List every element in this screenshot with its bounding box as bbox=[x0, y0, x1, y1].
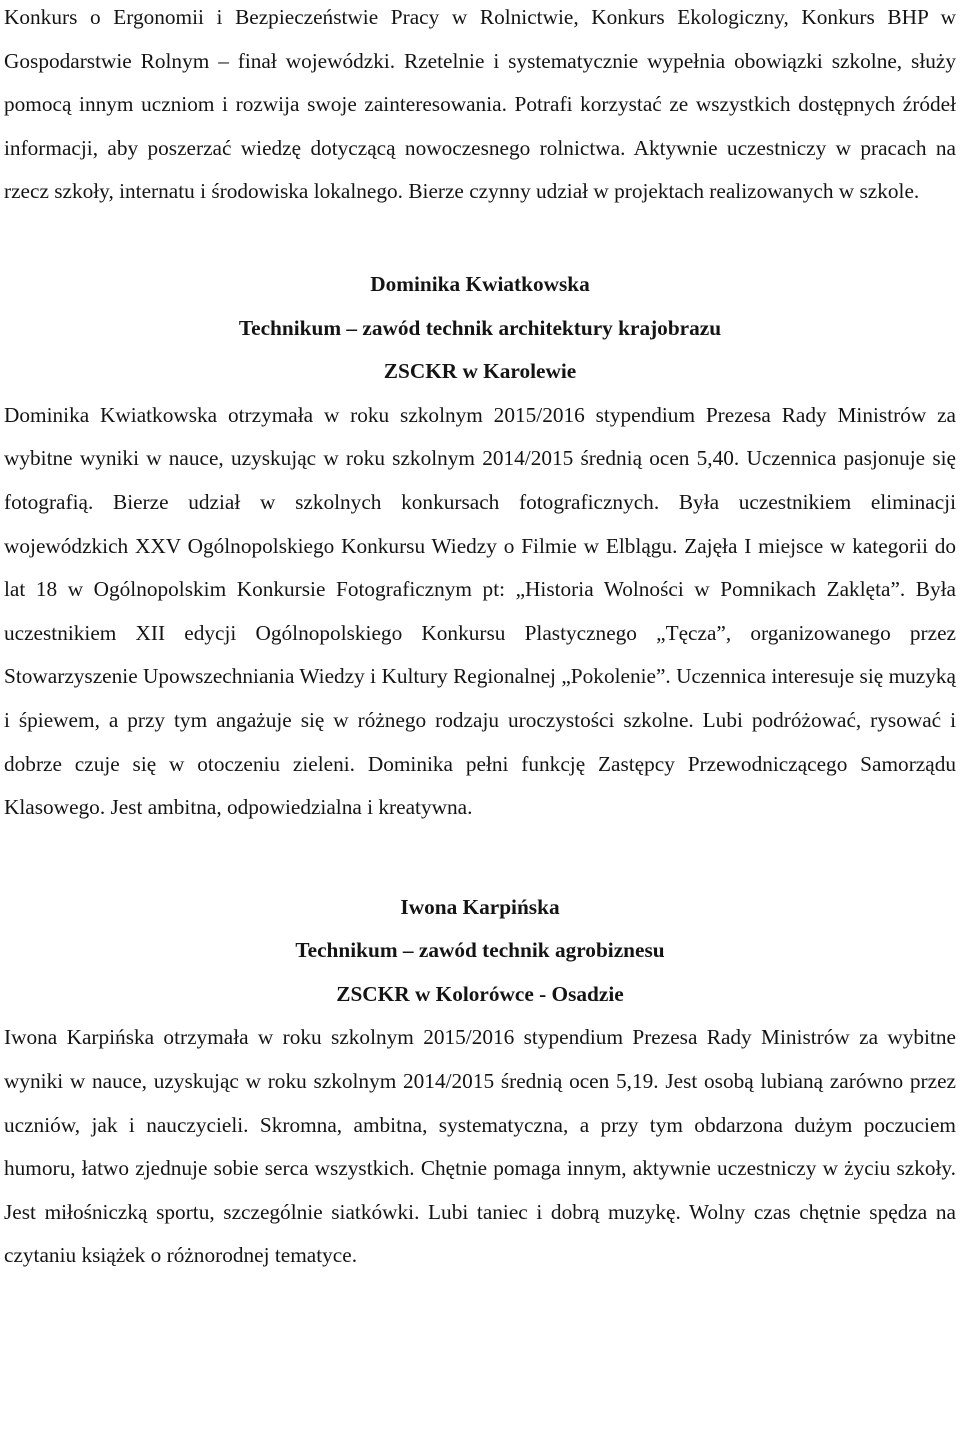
student-name: Dominika Kwiatkowska bbox=[370, 271, 590, 296]
previous-student-paragraph: Konkurs o Ergonomii i Bezpieczeństwie Pracy w Rolnictwie, Konkurs Ekologiczny, Konkurs BHP w Gospodarstwie Rolnym – finał wojewódzki. Rzetelnie i systematycznie wypełnia obowiązki szkolne, służy pomocą innym uczniom i rozwija swoje zainteresowania. Potrafi korzystać ze wszystkich dostępnych źródeł informacji, aby poszerzać wiedzę dotyczącą nowoczesnego rolnictwa. Aktywnie uczestniczy w pracach na rzecz szkoły, internatu i środowiska lokalnego. Bierze czynny udział w projektach realizowanych w szkole. bbox=[4, 5, 956, 204]
student-name: Iwona Karpińska bbox=[400, 894, 560, 919]
student-program: Technikum – zawód technik agrobiznesu bbox=[295, 938, 665, 963]
student-section-iwona bbox=[4, 886, 956, 1278]
student-school: ZSCKR w Karolewie bbox=[383, 359, 577, 384]
student-program: Technikum – zawód technik architektury krajobrazu bbox=[238, 315, 722, 340]
student-description: Dominika Kwiatkowska otrzymała w roku szkolnym 2015/2016 stypendium Prezesa Rady Ministrów za wybitne wyniki w nauce, uzyskując w roku szkolnym 2014/2015 średnią ocen 5,40. Uczennica pasjonuje się fotografią. Bierze udział w szkolnych konkursach fotograficznych. Była uczestnikiem eliminacji wojewódzkich XXV Ogólnopolskiego Konkursu Wiedzy o Filmie w Elblągu. Zajęła I miejsce w kategorii do lat 18 w Ogólnopolskim Konkursie Fotograficznym pt: „Historia Wolności w Pomnikach Zaklęta”. Była uczestnikiem XII edycji Ogólnopolskiego Konkursu Plastycznego „Tęcza”, organizowanego przez Stowarzyszenie Upowszechniania Wiedzy i Kultury Regionalnej „Pokolenie”. Uczennica interesuje się muzyką i śpiewem, a przy tym angażuje się w różnego rodzaju uroczystości szkolne. Lubi podróżować, rysować i dobrze czuje się w otoczeniu zieleni. Dominika pełni funkcję Zastępcy Przewodniczącego Samorządu Klasowego. Jest ambitna, odpowiedzialna i kreatywna. bbox=[4, 402, 956, 820]
document-page bbox=[4, 0, 956, 1278]
student-description: Iwona Karpińska otrzymała w roku szkolnym 2015/2016 stypendium Prezesa Rady Ministrów za wybitne wyniki w nauce, uzyskując w roku szkolnym 2014/2015 średnią ocen 5,19. Jest osobą lubianą zarówno przez uczniów, jak i nauczycieli. Skromna, ambitna, systematyczna, a przy tym obdarzona dużym poczuciem humoru, łatwo zjednuje sobie serca wszystkich. Chętnie pomaga innym, aktywnie uczestniczy w życiu szkoły. Jest miłośniczką sportu, szczególnie siatkówki. Lubi taniec i dobrą muzykę. Wolny czas chętnie spędza na czytaniu książek o różnorodnej tematyce. bbox=[4, 1025, 956, 1268]
student-section-dominika bbox=[4, 263, 956, 830]
student-school: ZSCKR w Kolorówce - Osadzie bbox=[336, 981, 624, 1006]
